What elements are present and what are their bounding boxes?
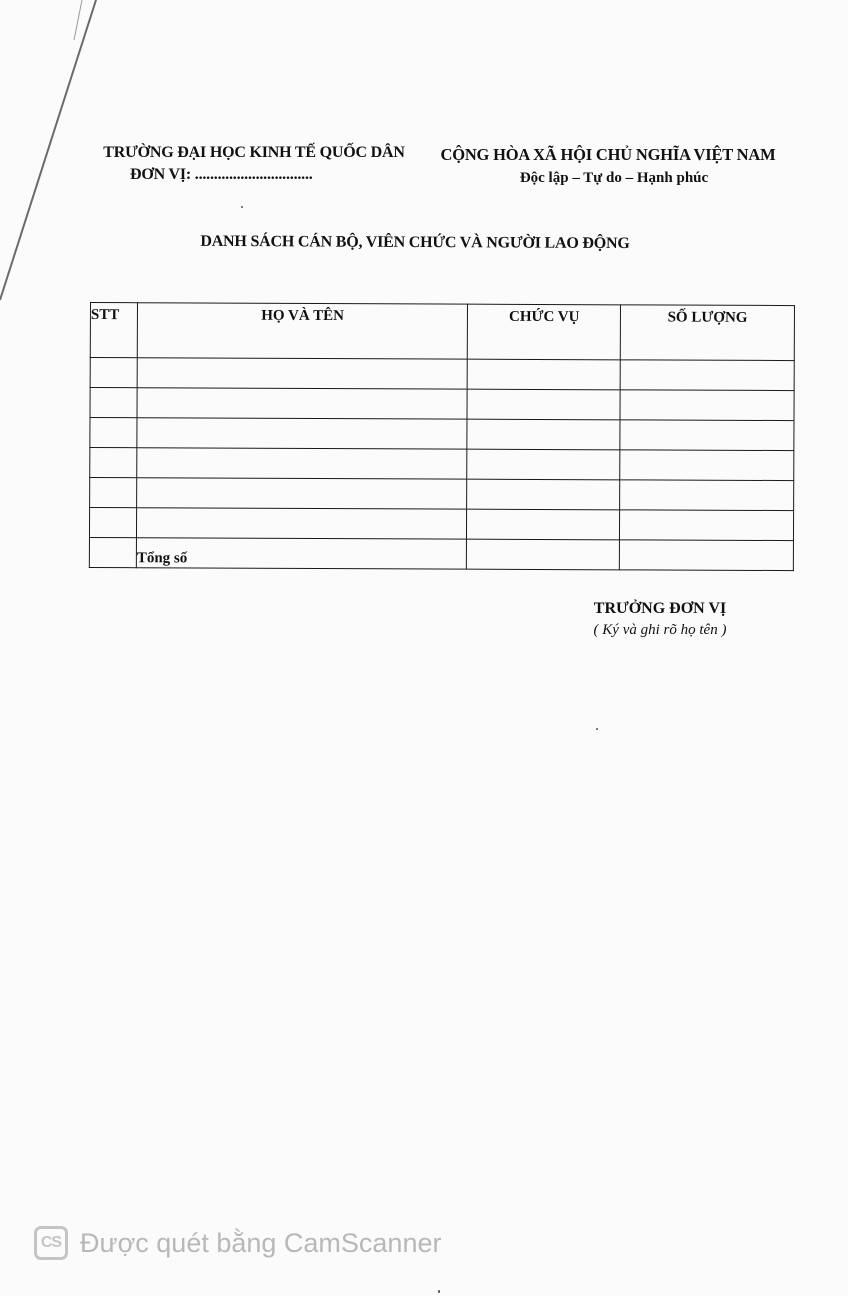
- table-row: [90, 388, 794, 421]
- nation-motto: Độc lập – Tự do – Hạnh phúc: [519, 170, 709, 186]
- column-header-name: HỌ VÀ TÊN: [137, 303, 468, 359]
- total-row: [89, 537, 793, 570]
- nation-name: CỘNG HÒA XÃ HỘI CHỦ NGHĨA VIỆT NAM: [440, 145, 776, 164]
- cell-quantity[interactable]: [620, 450, 794, 481]
- signature-note: ( Ký và ghi rõ họ tên ): [593, 622, 727, 638]
- institution-name: TRƯỜNG ĐẠI HỌC KINH TẾ QUỐC DÂN: [103, 144, 405, 161]
- cell-quantity[interactable]: [620, 360, 794, 391]
- cell-position[interactable]: [467, 389, 620, 420]
- cell-position[interactable]: [467, 449, 620, 480]
- table-row: [90, 418, 794, 451]
- camscanner-watermark: [34, 1226, 441, 1260]
- total-label: Tổng số: [136, 538, 467, 569]
- cell-stt[interactable]: [90, 358, 137, 388]
- document-title: DANH SÁCH CÁN BỘ, VIÊN CHỨC VÀ NGƯỜI LAO ĐỘNG: [200, 232, 630, 253]
- cell-name[interactable]: [136, 508, 467, 539]
- table-row: [90, 358, 794, 391]
- cell-quantity[interactable]: [620, 480, 794, 511]
- cell-position[interactable]: [467, 419, 620, 450]
- cell-position[interactable]: [468, 359, 621, 390]
- cell-name[interactable]: [137, 448, 468, 479]
- total-cell-quantity[interactable]: [620, 540, 794, 571]
- header-left: [94, 142, 414, 186]
- cell-quantity[interactable]: [620, 510, 794, 541]
- table-row: [90, 478, 794, 511]
- scan-speck: [241, 206, 243, 208]
- cell-name[interactable]: [137, 358, 468, 389]
- total-cell-stt: [89, 537, 136, 567]
- watermark-text: Được quét bằng CamScanner: [80, 1227, 442, 1258]
- table-row: [89, 508, 793, 541]
- cell-stt[interactable]: [89, 508, 136, 538]
- cell-stt[interactable]: [90, 448, 137, 478]
- column-header-quantity: SỐ LƯỢNG: [620, 305, 794, 361]
- cell-position[interactable]: [467, 479, 620, 510]
- camscanner-logo-icon: CS: [34, 1226, 68, 1260]
- table-header-row: [90, 303, 794, 361]
- unit-field: ĐƠN VỊ: ...............................: [130, 166, 313, 183]
- table-row: [90, 448, 794, 481]
- scan-speck: [596, 728, 598, 730]
- cell-quantity[interactable]: [620, 390, 794, 421]
- cell-stt[interactable]: [90, 478, 137, 508]
- header-right: [428, 144, 788, 188]
- cell-position[interactable]: [467, 509, 620, 540]
- staff-table: [89, 302, 795, 571]
- signature-block: [560, 598, 760, 640]
- column-header-position: CHỨC VỤ: [468, 304, 621, 360]
- cell-stt[interactable]: [90, 388, 137, 418]
- cell-name[interactable]: [137, 478, 468, 509]
- cell-quantity[interactable]: [620, 420, 794, 451]
- signature-title: TRƯỞNG ĐƠN VỊ: [593, 600, 727, 617]
- total-cell-position[interactable]: [467, 539, 620, 570]
- scan-speck: [438, 1290, 440, 1293]
- cell-stt[interactable]: [90, 418, 137, 448]
- cell-name[interactable]: [137, 418, 468, 449]
- page-edge-shadow: [0, 0, 100, 310]
- column-header-stt: STT: [90, 303, 137, 358]
- cell-name[interactable]: [137, 388, 468, 419]
